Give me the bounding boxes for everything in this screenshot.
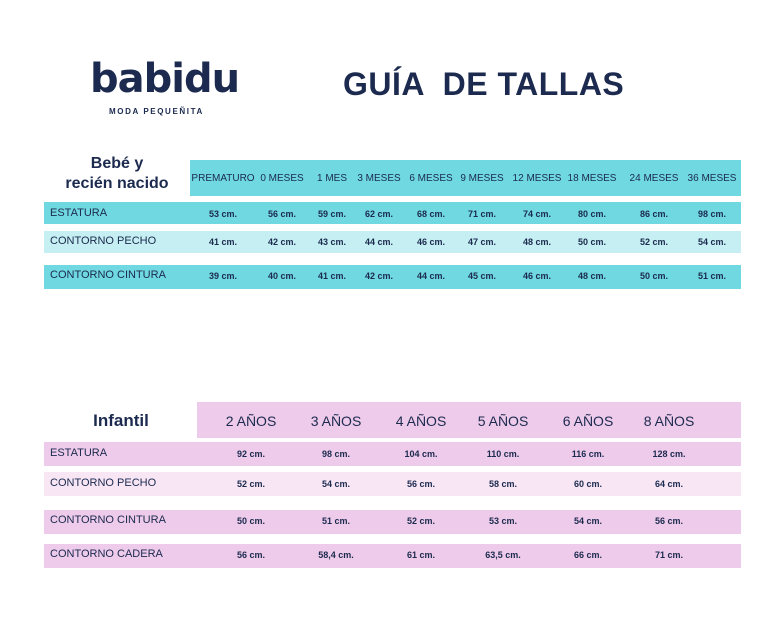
infant-value-cell: 54 cm. [321,479,351,489]
baby-value-cell: 52 cm. [639,237,669,247]
infant-value-cell: 116 cm. [571,449,605,459]
infant-row-band-estatura [44,442,741,466]
infant-header-2: 4 AÑOS [395,413,447,429]
brand-tagline: MODA PEQUEÑITA [109,107,204,116]
baby-value-cell: 44 cm. [364,237,394,247]
infant-row-label: CONTORNO CINTURA [50,514,166,526]
baby-value-cell: 59 cm. [317,209,347,219]
baby-value-cell: 41 cm. [208,237,238,247]
baby-value-cell: 44 cm. [416,271,446,281]
infant-value-cell: 52 cm. [236,479,266,489]
baby-value-cell: 71 cm. [467,209,497,219]
baby-value-cell: 56 cm. [267,209,297,219]
baby-value-cell: 53 cm. [208,209,238,219]
baby-value-cell: 54 cm. [697,237,727,247]
infant-value-cell: 63,5 cm. [485,550,521,560]
infant-value-cell: 53 cm. [488,516,518,526]
baby-title-line2: recién nacido [65,175,169,192]
infant-row-label: ESTATURA [50,447,108,459]
infant-header-3: 5 AÑOS [477,413,529,429]
baby-header-3: 3 MESES [357,173,401,184]
baby-row-label: CONTORNO PECHO [50,235,157,247]
baby-value-cell: 39 cm. [208,271,238,281]
baby-value-cell: 42 cm. [364,271,394,281]
baby-header-9: 36 MESES [687,173,737,184]
infant-header-4: 6 AÑOS [562,413,614,429]
infant-value-cell: 58,4 cm. [318,550,354,560]
baby-header-0: PREMATURO [191,173,255,184]
baby-row-label: CONTORNO CINTURA [50,269,166,281]
page-title: GUÍA DE TALLAS [343,66,625,102]
baby-row-label: ESTATURA [50,207,108,219]
infant-value-cell: 64 cm. [654,479,684,489]
infant-header-1: 3 AÑOS [310,413,362,429]
baby-value-cell: 48 cm. [577,271,607,281]
brand-logo: babidu [90,56,240,102]
baby-value-cell: 46 cm. [522,271,552,281]
infant-value-cell: 54 cm. [573,516,603,526]
infant-value-cell: 71 cm. [654,550,684,560]
infant-value-cell: 51 cm. [321,516,351,526]
infant-row-label: CONTORNO CADERA [50,548,163,560]
baby-value-cell: 46 cm. [416,237,446,247]
baby-value-cell: 74 cm. [522,209,552,219]
baby-value-cell: 48 cm. [522,237,552,247]
baby-value-cell: 43 cm. [317,237,347,247]
infant-header-0: 2 AÑOS [225,413,277,429]
infant-section-title: Infantil [93,411,149,430]
baby-header-5: 9 MESES [460,173,504,184]
baby-value-cell: 47 cm. [467,237,497,247]
baby-header-4: 6 MESES [409,173,453,184]
infant-row-label: CONTORNO PECHO [50,477,157,489]
infant-value-cell: 61 cm. [406,550,436,560]
baby-value-cell: 45 cm. [467,271,497,281]
baby-value-cell: 41 cm. [317,271,347,281]
infant-header-5: 8 AÑOS [643,413,695,429]
infant-value-cell: 92 cm. [236,449,266,459]
infant-value-cell: 56 cm. [654,516,684,526]
baby-value-cell: 86 cm. [639,209,669,219]
infant-value-cell: 60 cm. [573,479,603,489]
infant-value-cell: 52 cm. [406,516,436,526]
baby-value-cell: 98 cm. [697,209,727,219]
baby-value-cell: 40 cm. [267,271,297,281]
infant-value-cell: 128 cm. [652,449,686,459]
infant-value-cell: 56 cm. [236,550,266,560]
infant-value-cell: 98 cm. [321,449,351,459]
infant-value-cell: 110 cm. [486,449,520,459]
infant-value-cell: 58 cm. [488,479,518,489]
infant-value-cell: 104 cm. [404,449,438,459]
infant-value-cell: 56 cm. [406,479,436,489]
baby-value-cell: 51 cm. [697,271,727,281]
baby-header-1: 0 MESES [260,173,304,184]
baby-value-cell: 62 cm. [364,209,394,219]
baby-value-cell: 50 cm. [639,271,669,281]
baby-header-6: 12 MESES [512,173,562,184]
baby-value-cell: 42 cm. [267,237,297,247]
baby-header-8: 24 MESES [629,173,679,184]
baby-section-title [44,154,190,194]
baby-header-2: 1 MES [316,173,348,184]
baby-header-7: 18 MESES [567,173,617,184]
baby-title-line1: Bebé y [90,155,144,172]
infant-value-cell: 66 cm. [573,550,603,560]
baby-value-cell: 68 cm. [416,209,446,219]
baby-value-cell: 50 cm. [577,237,607,247]
baby-value-cell: 80 cm. [577,209,607,219]
infant-value-cell: 50 cm. [236,516,266,526]
